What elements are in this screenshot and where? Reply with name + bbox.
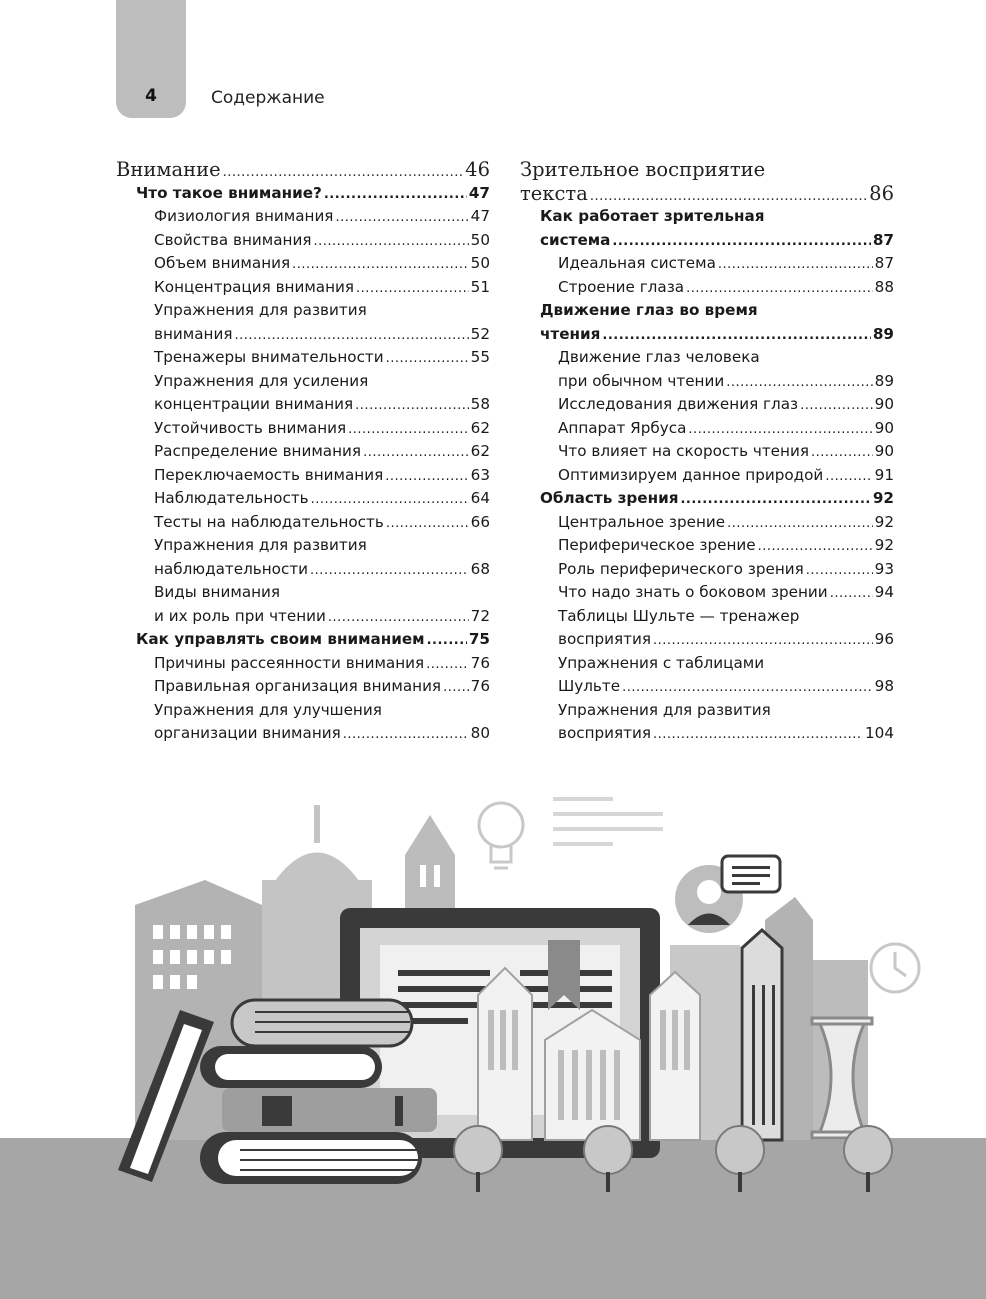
toc-entry-line: Упражнения для улучшения — [154, 700, 382, 719]
toc-entry-page: 52 — [470, 324, 490, 343]
running-title: Содержание — [211, 88, 325, 108]
toc-entry-title: Правильная организация внимания — [154, 677, 442, 695]
toc-entry-title: Концентрация внимания — [154, 277, 355, 296]
toc-entry-page: 92 — [874, 512, 894, 531]
book-lower — [222, 1088, 437, 1132]
toc-entry-line: Движение глаз человека — [558, 348, 760, 366]
toc-entry-title: Что влияет на скорость чтения — [558, 442, 809, 460]
toc-entry-page: 58 — [470, 395, 490, 413]
dome — [272, 853, 362, 886]
toc-entry-page: 66 — [470, 512, 490, 531]
toc-entry[interactable] — [116, 628, 490, 652]
dot-leader — [328, 606, 469, 630]
toc-entry-line: Как работает зрительная — [540, 207, 765, 225]
toc-entry-page: 47 — [468, 183, 490, 202]
toc-entry[interactable] — [520, 229, 894, 253]
toc-entry-title: Наблюдательность — [154, 489, 309, 507]
toc-entry-page: 75 — [468, 630, 490, 648]
dot-leader — [443, 676, 469, 700]
dot-leader — [718, 253, 873, 277]
toc-entry[interactable] — [520, 323, 894, 347]
toc-entry[interactable] — [116, 487, 490, 511]
toc-entry[interactable] — [520, 182, 894, 206]
toc-entry-title: Причины рассеянности внимания — [154, 653, 425, 672]
toc-entry-page: 90 — [874, 395, 894, 413]
toc-entry-title: Центральное зрение — [558, 512, 726, 531]
toc-entry[interactable] — [520, 487, 894, 511]
toc-entry-page: 98 — [874, 677, 894, 695]
dot-leader — [356, 277, 469, 301]
dot-leader — [825, 465, 872, 489]
dot-leader — [653, 629, 873, 653]
toc-entry[interactable] — [520, 440, 894, 464]
toc-entry[interactable] — [520, 511, 894, 535]
toc-entry-title: Что такое внимание? — [136, 183, 322, 202]
toc-entry[interactable] — [116, 440, 490, 464]
toc-entry[interactable] — [116, 558, 490, 582]
dot-leader — [653, 723, 863, 747]
dot-leader — [758, 535, 873, 559]
dot-leader — [386, 512, 469, 536]
toc-entry-line: Движение глаз во время — [540, 301, 758, 319]
toc-entry-page: 88 — [874, 277, 894, 296]
toc-entry-title: Свойства внимания — [154, 230, 312, 249]
toc-entry[interactable] — [116, 158, 490, 182]
dot-leader — [800, 394, 873, 418]
page-number: 4 — [145, 86, 157, 106]
toc-entry-page: 76 — [470, 653, 490, 672]
toc-entry[interactable] — [520, 370, 894, 394]
toc-column-right — [520, 158, 894, 746]
page-tab — [116, 0, 186, 118]
city-books-illustration — [0, 790, 986, 1299]
toc-entry-page: 92 — [874, 536, 894, 554]
dot-leader — [355, 394, 469, 418]
clock-icon — [871, 944, 919, 992]
toc-entry[interactable] — [520, 464, 894, 488]
dot-leader — [292, 253, 469, 277]
dot-leader — [726, 371, 872, 395]
dot-leader — [343, 723, 469, 747]
toc-entry-page: 46 — [465, 158, 490, 181]
toc-entry-page: 47 — [470, 207, 490, 225]
toc-entry-title: Устойчивость внимания — [154, 418, 347, 437]
dot-leader — [727, 512, 873, 536]
toc-entry[interactable] — [116, 652, 490, 676]
toc-entry-line: Таблицы Шульте — тренажер — [558, 606, 800, 625]
dot-leader — [313, 230, 468, 254]
toc-entry[interactable] — [520, 675, 894, 699]
toc-entry-page: 50 — [470, 230, 490, 249]
toc-entry[interactable] — [116, 722, 490, 746]
toc-entry-title: организации внимания — [154, 724, 341, 742]
toc-entry-title: Оптимизируем данное природой — [558, 465, 824, 484]
dot-leader — [385, 465, 468, 489]
toc-column-left — [116, 158, 490, 746]
toc-entry-line: Упражнения для развития — [154, 536, 367, 554]
toc-entry-page: 63 — [470, 465, 490, 484]
dot-leader — [310, 559, 469, 583]
toc-entry[interactable] — [116, 393, 490, 417]
toc-entry-title: Тренажеры внимательности — [154, 348, 384, 366]
toc-entry-page: 87 — [874, 254, 894, 272]
toc-entry-title: Исследования движения глаз — [558, 395, 799, 413]
dot-leader — [426, 653, 469, 677]
dot-leader — [806, 559, 873, 583]
dot-leader — [680, 488, 870, 512]
toc-entry-title: восприятия — [558, 724, 652, 742]
toc-entry-title: Аппарат Ярбуса — [558, 418, 687, 437]
toc-entry-line: Упражнения с таблицами — [558, 653, 765, 672]
dot-leader — [386, 347, 469, 371]
toc-entry-page: 76 — [470, 677, 490, 695]
toc-entry-page: 104 — [865, 724, 894, 742]
toc-entry-title: восприятия — [558, 630, 652, 648]
toc-entry-page: 89 — [874, 371, 894, 390]
toc-entry[interactable] — [520, 534, 894, 558]
toc-entry[interactable] — [116, 511, 490, 535]
toc-entry-title: Внимание — [116, 158, 221, 181]
toc-entry-title: система — [540, 230, 611, 249]
dot-leader — [830, 582, 873, 606]
toc-entry[interactable] — [116, 276, 490, 300]
decorative-text-lines — [553, 797, 663, 846]
toc-entry-page: 50 — [470, 254, 490, 272]
toc-entry-page: 96 — [874, 630, 894, 648]
toc-entry[interactable] — [116, 346, 490, 370]
toc-entry-page: 94 — [874, 583, 894, 601]
toc-entry-title: Распределение внимания — [154, 442, 362, 460]
toc-entry-page: 62 — [470, 418, 490, 437]
toc-entry-page: 62 — [470, 442, 490, 460]
toc-entry-page: 68 — [470, 559, 490, 578]
toc-entry-title: Область зрения — [540, 489, 679, 507]
toc-entry-title: Роль периферического зрения — [558, 559, 804, 578]
dot-leader — [602, 324, 870, 348]
toc-entry-line: Упражнения для развития — [558, 700, 771, 719]
toc-entry-title: чтения — [540, 324, 601, 343]
toc-entry-title: Как управлять своим вниманием — [136, 630, 425, 648]
toc-entry[interactable] — [520, 276, 894, 300]
dot-leader — [311, 488, 469, 512]
toc-entry-page: 80 — [470, 724, 490, 742]
toc-entry-title: Строение глаза — [558, 277, 685, 296]
dot-leader — [622, 676, 873, 700]
toc-entry-title: при обычном чтении — [558, 371, 725, 390]
toc-entry-page: 86 — [869, 181, 894, 205]
toc-entry-page: 90 — [874, 442, 894, 460]
toc-entry[interactable] — [116, 464, 490, 488]
toc-entry-title: Что надо знать о боковом зрении — [558, 583, 828, 601]
toc-entry-title: Тесты на наблюдательность — [154, 512, 384, 531]
dot-leader — [363, 441, 469, 465]
toc-entry-page: 93 — [874, 559, 894, 578]
dot-leader — [688, 418, 872, 442]
toc-entry-page: 55 — [470, 348, 490, 366]
toc-entry[interactable] — [520, 581, 894, 605]
toc-entry[interactable] — [520, 417, 894, 441]
toc-entry-title: Переключаемость внимания — [154, 465, 384, 484]
toc-entry[interactable] — [116, 182, 490, 206]
toc-entry-page: 64 — [470, 489, 490, 507]
dot-leader — [427, 629, 467, 653]
dot-leader — [324, 183, 467, 207]
toc-entry[interactable] — [520, 628, 894, 652]
dot-leader — [234, 324, 468, 348]
dot-leader — [811, 441, 873, 465]
dot-leader — [335, 206, 468, 230]
toc-entry[interactable] — [520, 393, 894, 417]
toc-entry-page: 91 — [874, 465, 894, 484]
toc-entry-title: внимания — [154, 324, 233, 343]
toc-entry[interactable] — [520, 558, 894, 582]
toc-entry-title: Идеальная система — [558, 254, 716, 272]
toc-entry-page: 87 — [872, 230, 894, 249]
toc-entry-title: наблюдательности — [154, 559, 309, 578]
toc-entry-page: 92 — [872, 489, 894, 507]
toc-entry-line: Упражнения для развития — [154, 301, 367, 319]
dot-leader — [686, 277, 873, 301]
toc-entry-title: текста — [520, 181, 588, 205]
toc-entry[interactable] — [520, 252, 894, 276]
toc-entry-line: Упражнения для усиления — [154, 371, 369, 390]
toc-entry[interactable] — [116, 252, 490, 276]
toc-entry-page: 89 — [872, 324, 894, 343]
toc-entry[interactable] — [520, 722, 894, 746]
toc-entry[interactable] — [116, 675, 490, 699]
toc-entry-title: Шульте — [558, 677, 621, 695]
toc-entry[interactable] — [116, 229, 490, 253]
toc-entry-page: 90 — [874, 418, 894, 437]
toc-entry-line: Виды внимания — [154, 583, 281, 601]
toc-entry-title: Периферическое зрение — [558, 536, 756, 554]
toc-entry[interactable] — [116, 205, 490, 229]
toc-entry-title: концентрации внимания — [154, 395, 354, 413]
toc-entry-title: Объем внимания — [154, 254, 291, 272]
toc-entry[interactable] — [116, 323, 490, 347]
toc-entry-page: 72 — [470, 606, 490, 625]
toc-entry-title: и их роль при чтении — [154, 606, 326, 625]
toc-entry-page: 51 — [470, 277, 490, 296]
toc-entry-line: Зрительное восприятие — [520, 158, 766, 181]
toc-entry[interactable] — [116, 417, 490, 441]
toc-entry-title: Физиология внимания — [154, 207, 334, 225]
toc-entry[interactable] — [116, 605, 490, 629]
lightbulb-icon — [479, 803, 523, 868]
dot-leader — [348, 418, 469, 442]
dot-leader — [612, 230, 870, 254]
